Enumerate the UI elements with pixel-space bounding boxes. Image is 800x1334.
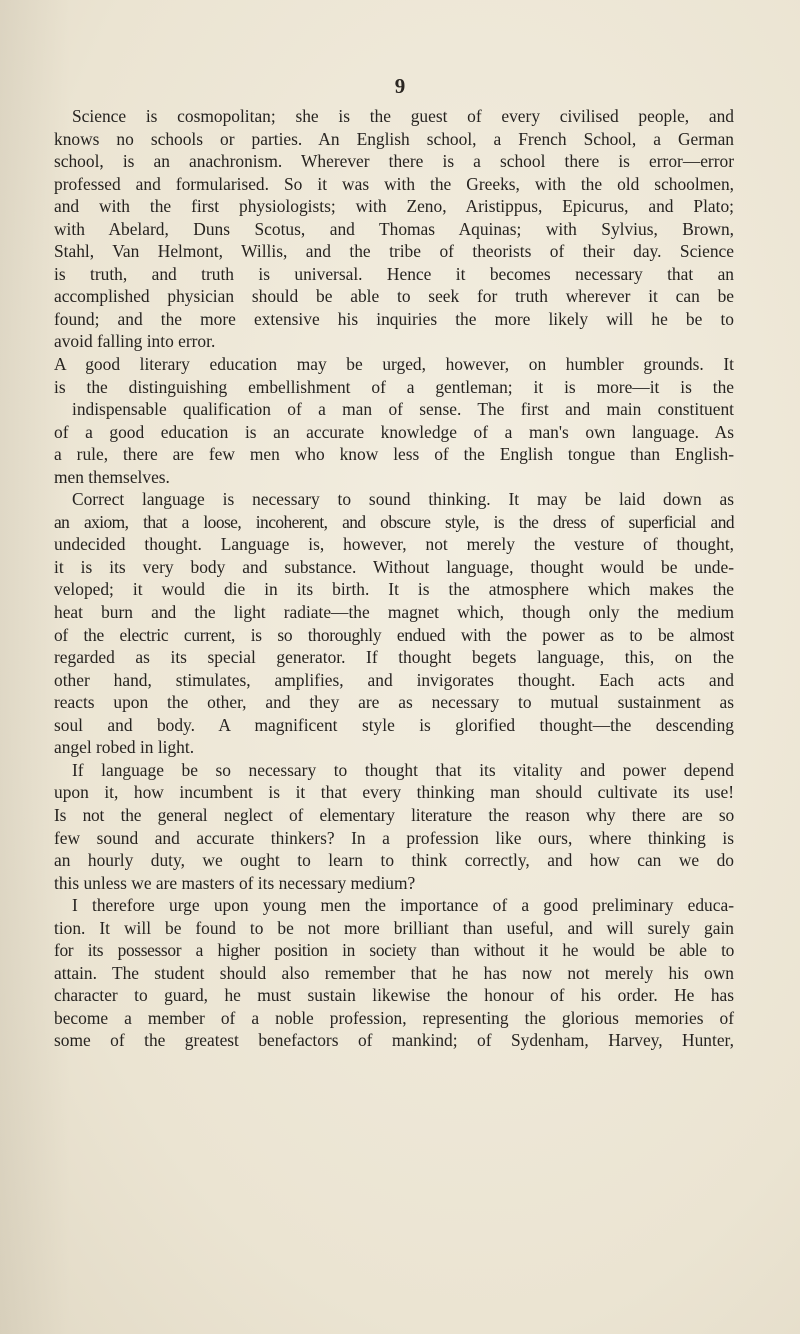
text-line: heat burn and the light radiate—the magnet which, though only the medium [54,602,734,623]
text-line: and with the first physiologists; with Zeno, Aristippus, Epicurus, and Plato; [54,196,734,217]
text-line: found; and the more extensive his inquiries the more likely will he be to [54,308,734,329]
text-line: other hand, stimulates, amplifies, and invigorates thought. Each acts and [54,669,734,690]
text-line: is truth, and truth is universal. Hence it becomes necessary that an [54,263,734,284]
text-line: of a good education is an accurate knowledge of a man's own language. As [54,421,734,442]
paragraph-1 [54,105,734,353]
text-line: A good literary education may be urged, however, on humbler grounds. It [54,354,734,375]
text-line: for its possessor a higher position in society than without it he would be able to [54,940,734,961]
text-line: accomplished physician should be able to seek for truth wherever it can be [54,286,734,307]
text-line: it is its very body and substance. Without language, thought would be unde- [54,556,734,577]
text-line: avoid falling into error. [54,331,216,352]
text-line: with Abelard, Duns Scotus, and Thomas Aquinas; with Sylvius, Brown, [54,218,734,239]
text-line: If language be so necessary to thought that its vitality and power depend [72,759,734,780]
paragraph-3 [54,488,734,759]
text-line: upon it, how incumbent is it that every thinking man should cultivate its use! [54,782,734,803]
text-line: Science is cosmopolitan; she is the guest of every civilised people, and [72,106,734,126]
text-line: soul and body. A magnificent style is glorified thought—the descending [54,714,734,735]
text-line: angel robed in light. [54,737,195,758]
text-line: regarded as its special generator. If thought begets language, this, on the [54,647,734,668]
text-line: indispensable qualification of a man of sense. The first and main constituent [72,399,734,420]
text-line: tion. It will be found to be not more brilliant than useful, and will surely gain [54,917,734,938]
text-line: knows no schools or parties. An English school, a French School, a German [54,128,734,149]
text-line: I therefore urge upon young men the importance of a good preliminary educa- [72,895,734,916]
paragraph-2 [54,353,734,488]
text-line: few sound and accurate thinkers? In a profession like ours, where thinking is [54,827,734,848]
text-line: is the distinguishing embellishment of a gentleman; it is more—it is the [54,376,734,397]
text-line: an hourly duty, we ought to learn to think correctly, and how can we do [54,850,734,871]
text-line: reacts upon the other, and they are as necessary to mutual sustainment as [54,692,734,713]
paragraph-4 [54,759,734,894]
text-line: character to guard, he must sustain likewise the honour of his order. He has [54,985,734,1006]
text-line: school, is an anachronism. Wherever there is a school there is error—error [54,151,734,172]
text-line: some of the greatest benefactors of mankind; of Sydenham, Harvey, Hunter, [54,1030,734,1051]
page-number: 9 [394,74,406,98]
text-line: veloped; it would die in its birth. It is the atmosphere which makes the [54,579,734,600]
text-line: this unless we are masters of its necessary medium? [54,872,416,893]
text-line: attain. The student should also remember that he has now not merely his own [54,962,734,983]
text-line: of the electric current, is so thoroughly endued with the power as to be almost [54,624,734,645]
text-line: Correct language is necessary to sound thinking. It may be laid down as [72,489,734,510]
text-line: undecided thought. Language is, however, not merely the vesture of thought, [54,534,734,555]
text-line: become a member of a noble profession, representing the glorious memories of [54,1007,734,1028]
text-line: men themselves. [54,466,170,487]
paragraph-5 [54,894,734,1052]
text-line: an axiom, that a loose, incoherent, and obscure style, is the dress of superficial and [54,511,734,532]
text-line: Stahl, Van Helmont, Willis, and the tribe of theorists of their day. Science [54,241,734,262]
body-text [54,105,734,1052]
text-line: Is not the general neglect of elementary literature the reason why there are so [54,804,734,825]
text-line: a rule, there are few men who know less of the English tongue than English- [54,444,734,465]
text-line: professed and formularised. So it was with the Greeks, with the old schoolmen, [54,173,734,194]
